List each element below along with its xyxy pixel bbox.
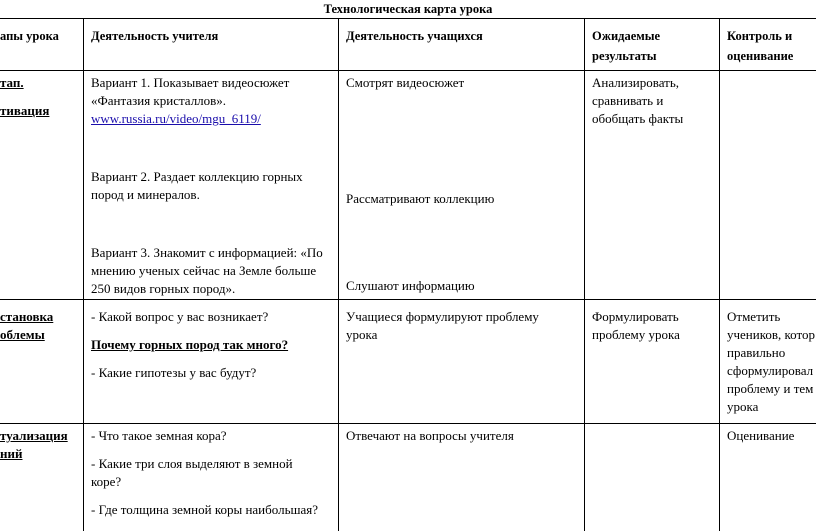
text-line: урока bbox=[346, 327, 378, 342]
text-line: - Что такое земная кора? bbox=[91, 428, 227, 443]
table-divider bbox=[0, 299, 816, 300]
text-line: мнению ученых сейчас на Земле больше bbox=[91, 263, 317, 278]
text-line: «Фантазия кристаллов». bbox=[91, 93, 227, 108]
text-line: 250 видов горных пород». bbox=[91, 281, 236, 296]
stage-line: тивация bbox=[0, 103, 50, 118]
text-line: Вариант 1. Показывает видеосюжет bbox=[91, 75, 290, 90]
student-activity-listen: Слушают информацию bbox=[346, 278, 475, 293]
text-line: Вариант 2. Раздает коллекцию горных bbox=[91, 169, 303, 184]
control-assessment: Оценивание bbox=[727, 428, 795, 443]
stage-line: становка bbox=[0, 309, 54, 324]
text-line: обобщать факты bbox=[592, 111, 684, 126]
table-divider bbox=[0, 423, 816, 424]
text-line: проблему урока bbox=[592, 327, 680, 342]
table-divider bbox=[584, 18, 585, 531]
text-line: правильно bbox=[727, 345, 786, 360]
text-line: Учащиеся формулируют проблему bbox=[346, 309, 539, 324]
header-expected bbox=[592, 26, 660, 66]
table-divider bbox=[83, 18, 84, 531]
stage-line: ний bbox=[0, 446, 23, 461]
stage-line: облемы bbox=[0, 327, 45, 342]
text-line: проблему и тем bbox=[727, 381, 814, 396]
teacher-activity-problem bbox=[91, 308, 288, 382]
text-line: Формулировать bbox=[592, 309, 679, 324]
table-divider bbox=[338, 18, 339, 531]
page-title: Технологическая карта урока bbox=[323, 2, 493, 16]
header-teacher: Деятельность учителя bbox=[91, 29, 219, 43]
teacher-activity-variants bbox=[91, 74, 323, 298]
text-line: пород и минералов. bbox=[91, 187, 200, 202]
stage-motivation bbox=[0, 74, 49, 120]
teacher-activity-questions bbox=[91, 427, 318, 519]
text-line: Отметить bbox=[727, 309, 781, 324]
header-control bbox=[727, 26, 793, 66]
table-divider bbox=[0, 18, 816, 19]
text-line: - Где толщина земной коры наибольшая? bbox=[91, 502, 319, 517]
text-line: сформулировал bbox=[727, 363, 814, 378]
header-stages: апы урока bbox=[0, 29, 59, 43]
table-divider bbox=[719, 18, 720, 531]
expected-results bbox=[592, 74, 683, 128]
text-line: Анализировать, bbox=[592, 75, 680, 90]
student-activity-problem bbox=[346, 308, 539, 344]
text-line: сравнивать и bbox=[592, 93, 664, 108]
table-divider bbox=[0, 70, 816, 71]
stage-actualization bbox=[0, 427, 68, 463]
text-line: Вариант 3. Знакомит с информацией: «По bbox=[91, 245, 323, 260]
expected-problem bbox=[592, 308, 680, 344]
header-expected-line: результаты bbox=[592, 49, 657, 63]
stage-line: тап. bbox=[0, 75, 24, 90]
header-expected-line: Ожидаемые bbox=[592, 29, 661, 43]
student-activity-examine: Рассматривают коллекцию bbox=[346, 191, 495, 206]
student-activity-answer: Отвечают на вопросы учителя bbox=[346, 428, 514, 443]
video-link[interactable]: www.russia.ru/video/mgu_6119/ bbox=[91, 111, 261, 126]
stage-line: туализация bbox=[0, 428, 68, 443]
student-activity-watch: Смотрят видеосюжет bbox=[346, 75, 465, 90]
text-line: - Какие гипотезы у вас будут? bbox=[91, 365, 257, 380]
header-students: Деятельность учащихся bbox=[346, 29, 483, 43]
text-line: коре? bbox=[91, 474, 122, 489]
header-control-line: Контроль и bbox=[727, 29, 793, 43]
text-line: урока bbox=[727, 399, 759, 414]
text-line: учеников, котор bbox=[727, 327, 816, 342]
text-line: - Какие три слоя выделяют в земной bbox=[91, 456, 293, 471]
lesson-table bbox=[0, 18, 816, 531]
header-control-line: оценивание bbox=[727, 49, 794, 63]
stage-problem bbox=[0, 308, 53, 344]
key-question: Почему горных пород так много? bbox=[91, 337, 289, 352]
text-line: - Какой вопрос у вас возникает? bbox=[91, 309, 269, 324]
control-problem bbox=[727, 308, 815, 416]
